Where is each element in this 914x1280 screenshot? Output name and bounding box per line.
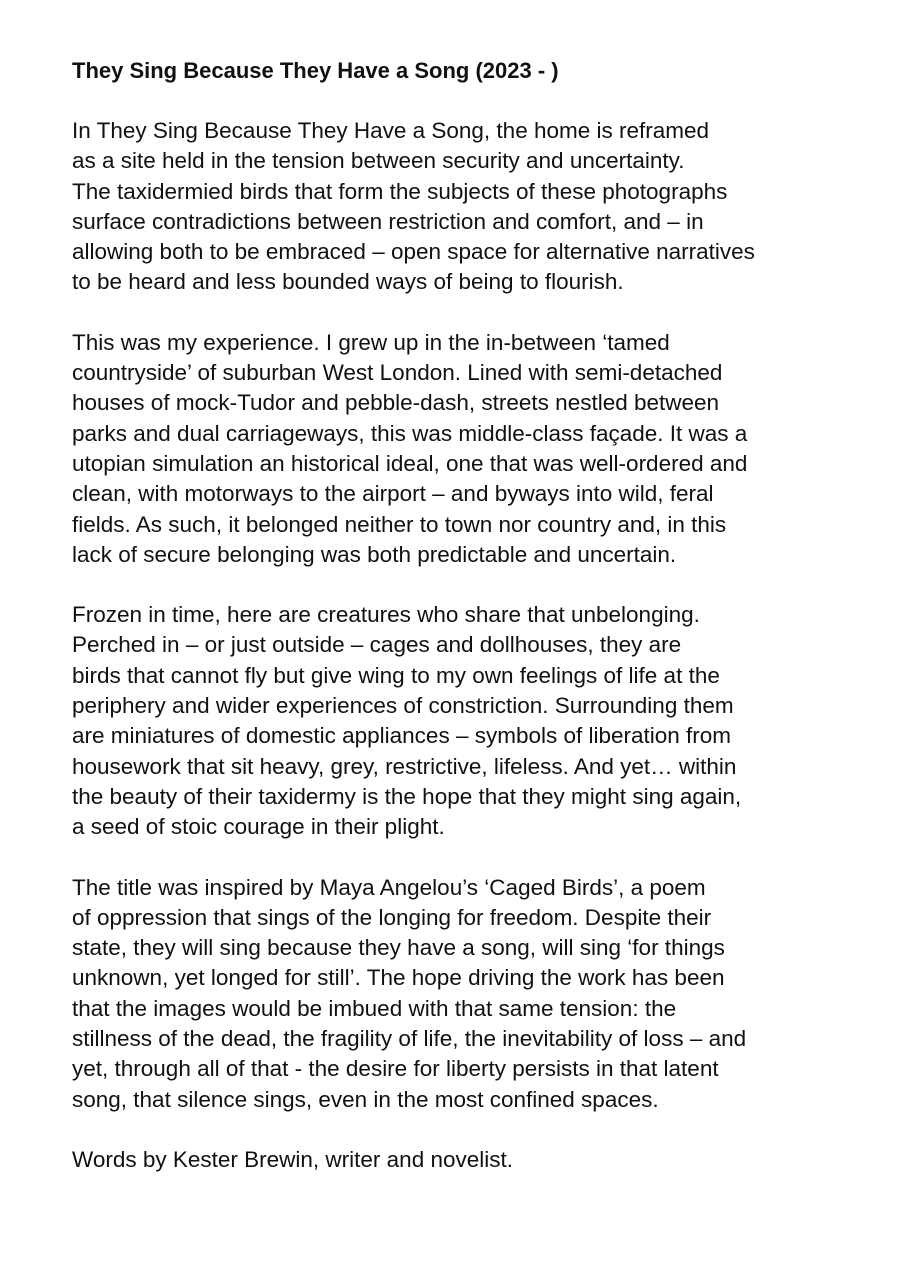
text-line: lack of secure belonging was both predictable and uncertain.	[72, 541, 677, 567]
text-line: surface contradictions between restriction and comfort, and – in	[72, 208, 704, 234]
author-credit: Words by Kester Brewin, writer and novelist.	[72, 1146, 514, 1172]
document-title: They Sing Because They Have a Song (2023 - )	[72, 58, 559, 83]
paragraph-title-inspiration	[72, 873, 872, 1115]
text-line: This was my experience. I grew up in the in-between ‘tamed	[72, 329, 670, 355]
text-line: to be heard and less bounded ways of being to flourish.	[72, 269, 624, 295]
text-line: birds that cannot fly but give wing to my own feelings of life at the	[72, 662, 720, 688]
text-line: allowing both to be embraced – open space for alternative narratives	[72, 239, 755, 265]
text-line: Frozen in time, here are creatures who share that unbelonging.	[72, 602, 700, 628]
text-line: fields. As such, it belonged neither to town nor country and, in this	[72, 511, 727, 537]
document-page	[72, 56, 872, 1175]
text-line: The taxidermied birds that form the subjects of these photographs	[72, 178, 728, 204]
text-line: unknown, yet longed for still’. The hope driving the work has been	[72, 965, 725, 991]
text-line: clean, with motorways to the airport – and byways into wild, feral	[72, 481, 714, 507]
text-line: the beauty of their taxidermy is the hope that they might sing again,	[72, 783, 742, 809]
text-line: utopian simulation an historical ideal, one that was well-ordered and	[72, 450, 748, 476]
text-line: countryside’ of suburban West London. Lined with semi-detached	[72, 360, 723, 386]
text-line: yet, through all of that - the desire for liberty persists in that latent	[72, 1056, 719, 1082]
text-line: houses of mock-Tudor and pebble-dash, streets nestled between	[72, 390, 720, 416]
text-line: The title was inspired by Maya Angelou’s ‘Caged Birds’, a poem	[72, 874, 706, 900]
text-line: stillness of the dead, the fragility of life, the inevitability of loss – and	[72, 1026, 747, 1052]
text-line: housework that sit heavy, grey, restrictive, lifeless. And yet… within	[72, 753, 737, 779]
text-line: In They Sing Because They Have a Song, the home is reframed	[72, 118, 710, 143]
text-line: as a site held in the tension between security and uncertainty.	[72, 148, 685, 174]
paragraph-intro	[72, 116, 872, 298]
text-line: Perched in – or just outside – cages and dollhouses, they are	[72, 632, 682, 658]
text-line: state, they will sing because they have a song, will sing ‘for things	[72, 935, 725, 961]
text-line: periphery and wider experiences of constriction. Surrounding them	[72, 693, 734, 719]
text-line: of oppression that sings of the longing for freedom. Despite their	[72, 904, 712, 930]
text-line: a seed of stoic courage in their plight.	[72, 814, 445, 840]
text-line: song, that silence sings, even in the most confined spaces.	[72, 1086, 659, 1112]
text-line: that the images would be imbued with that same tension: the	[72, 995, 677, 1021]
paragraph-experience	[72, 328, 872, 570]
paragraph-creatures	[72, 600, 872, 842]
text-line: are miniatures of domestic appliances – symbols of liberation from	[72, 723, 732, 749]
text-line: parks and dual carriageways, this was middle-class façade. It was a	[72, 420, 748, 446]
